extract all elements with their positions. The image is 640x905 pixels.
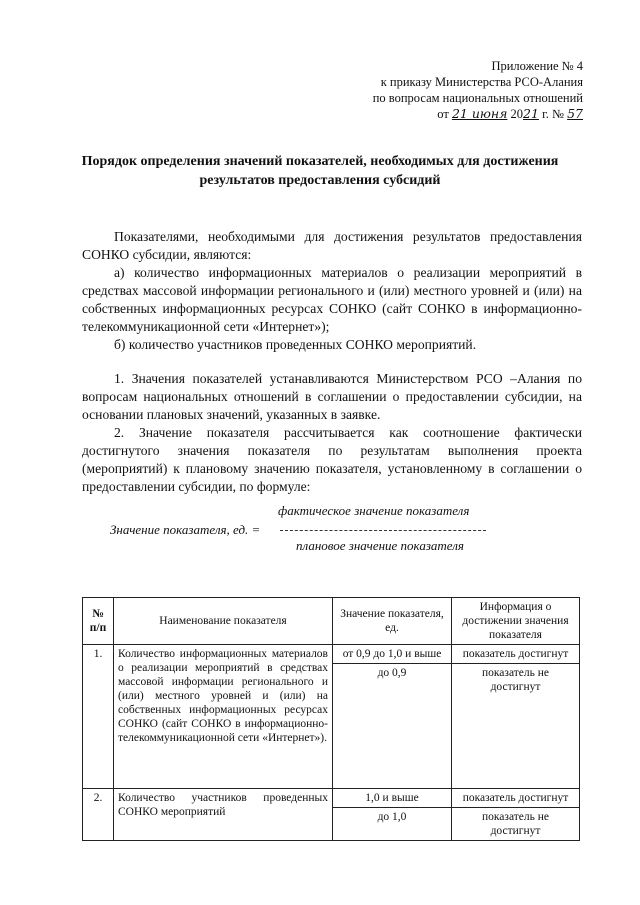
formula-numerator: фактическое значение показателя [278, 503, 470, 518]
appendix-ministry: по вопросам национальных отношений [372, 91, 583, 105]
year-suffix: 21 [523, 106, 539, 121]
order-number: 57 [567, 106, 583, 121]
appendix-number: Приложение № 4 [491, 59, 583, 73]
document-title: Порядок определения значений показателей, необходимых для достижения результатов предоставления субсидий [81, 154, 559, 188]
header-name: Наименование показателя [114, 598, 333, 645]
header-info: Информация о достижении значения показателя [452, 598, 580, 645]
table-header-row [83, 598, 580, 645]
paragraph-intro: Показателями, необходимыми для достижения результатов предоставления СОНКО субсидии, являются: [82, 229, 582, 262]
table-row [83, 789, 580, 808]
paragraph-point-1: 1. Значения показателей устанавливаются Министерством РСО –Алания по вопросам национальных отношений в соглашении о предоставлении субсидии, на основании плановых значений, указанных в заявке. [82, 371, 582, 422]
year-label: г. № [542, 107, 564, 121]
year-prefix: 20 [510, 107, 524, 121]
row-number: 1. [83, 645, 114, 789]
paragraph-item-a: а) количество информационных материалов о реализации мероприятий в средствах массовой информации регионального и (или) местного уровней и (или) на собственных информационных ресурсах СОНКО (сайт СОНКО в информационно-телекоммуникационной сети «Интернет»); [82, 265, 582, 334]
date-prefix: от [437, 107, 449, 121]
paragraph-point-2: 2. Значение показателя рассчитывается как соотношение фактически достигнутого значения показателя по результатам выполнения проекта (мероприятий) к плановому значению показателя, установленному в соглашении о предоставлении субсидии, по формуле: [82, 425, 582, 494]
row-info: показатель не достигнут [452, 664, 580, 789]
row-name: Количество участников проведенных СОНКО мероприятий [114, 789, 333, 841]
row-name: Количество информационных материалов о реализации мероприятий в средствах массовой информации регионального и (или) местного уровней и (или) на собственных информационных ресурсах СОНКО (сайт СОНКО в информационно-телекоммуникационной сети «Интернет»). [114, 645, 333, 789]
row-info: показатель не достигнут [452, 808, 580, 841]
row-value: до 0,9 [333, 664, 452, 789]
date-day-month: 21 июня [451, 106, 508, 121]
row-value: 1,0 и выше [333, 789, 452, 808]
row-value: до 1,0 [333, 808, 452, 841]
formula-denominator: плановое значение показателя [296, 538, 464, 553]
header-value: Значение показателя, ед. [333, 598, 452, 645]
formula-fraction-line [280, 530, 486, 531]
indicators-table [82, 597, 580, 841]
formula-lhs: Значение показателя, ед. = [110, 522, 261, 537]
row-info: показатель достигнут [452, 789, 580, 808]
document-body [82, 228, 582, 496]
table-row [83, 645, 580, 664]
row-info: показатель достигнут [452, 645, 580, 664]
appendix-header [373, 58, 583, 122]
row-value: от 0,9 до 1,0 и выше [333, 645, 452, 664]
row-number: 2. [83, 789, 114, 841]
appendix-order-ref: к приказу Министерства РСО-Алания [380, 75, 583, 89]
paragraph-item-b: б) количество участников проведенных СОНКО мероприятий. [114, 337, 477, 352]
appendix-date-line [373, 106, 583, 122]
header-number: № п/п [83, 598, 114, 645]
